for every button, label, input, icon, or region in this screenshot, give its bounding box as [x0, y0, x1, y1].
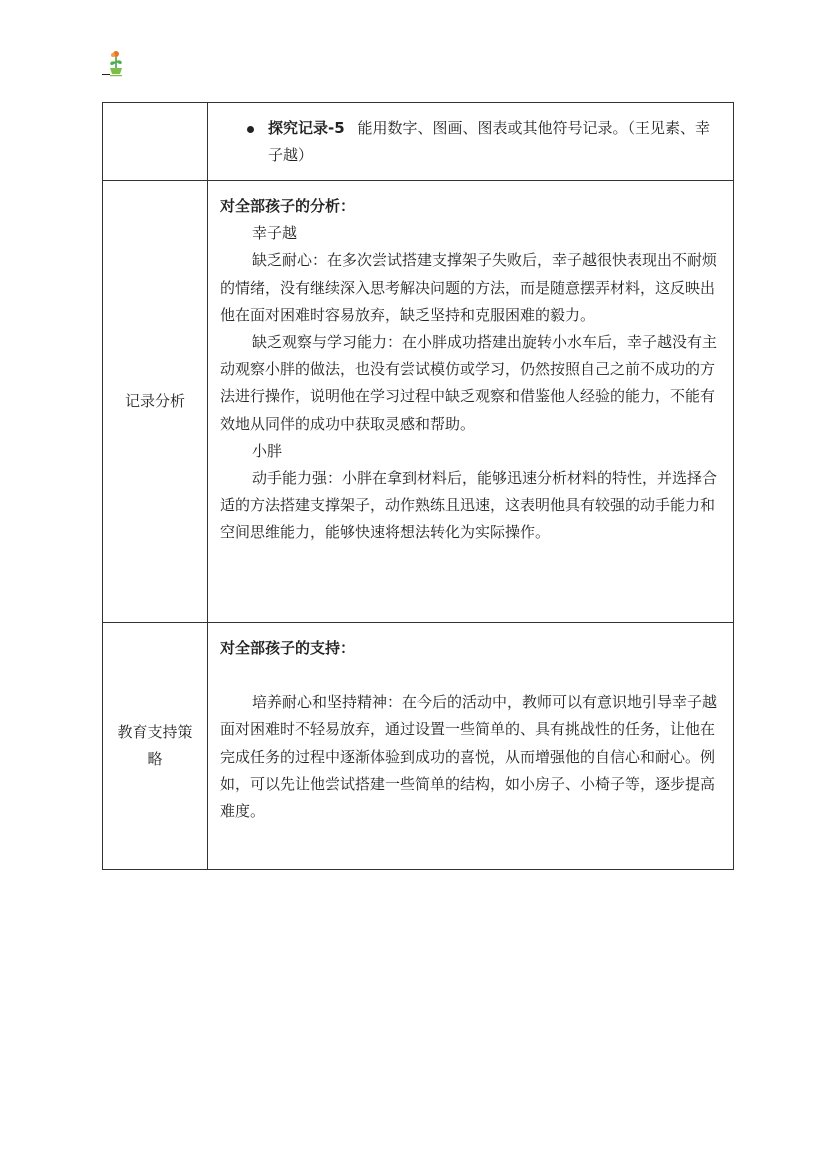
- bullet-text: 能用数字、图画、图表或其他符号记录。（王见素、幸子越）: [268, 119, 710, 165]
- record-table: [102, 102, 734, 870]
- support-paragraph-1: 培养耐心和坚持精神：在今后的活动中，教师可以有意识地引导幸子越面对困难时不轻易放弃，通过设置一些简单的、具有挑战性的任务，让他在完成任务的过程中逐渐体验到成功的喜悦，从而增强他的自信心和耐心。例如，可以先让他尝试搭建一些简单的结构，如小房子、小椅子等，逐步提高难度。: [220, 693, 718, 821]
- record-cell: [208, 103, 734, 181]
- analysis-paragraph-3: 动手能力强：小胖在拿到材料后，能够迅速分析材料的特性，并选择合适的方法搭建支撑架子，动作熟练且迅速，这表明他具有较强的动手能力和空间思维能力，能够快速将想法转化为实际操作。: [220, 469, 718, 542]
- analysis-heading: 对全部孩子的分析：: [220, 197, 356, 215]
- header-rule: [102, 74, 110, 75]
- analysis-cell: [208, 181, 734, 623]
- row-label-empty: [103, 103, 208, 181]
- table-row-analysis: [103, 181, 734, 623]
- row-label-support: 教育支持策略: [103, 623, 208, 870]
- bullet-item: [220, 115, 721, 169]
- bullet-title: 探究记录-5: [268, 119, 345, 137]
- table-row-record: [103, 103, 734, 181]
- analysis-subject-2: 小胖: [252, 441, 283, 460]
- row-label-analysis: 记录分析: [103, 181, 208, 623]
- support-cell: [208, 623, 734, 870]
- analysis-subject-1: 幸子越: [252, 224, 298, 243]
- table-row-support: [103, 623, 734, 870]
- bullet-icon: [247, 126, 254, 133]
- analysis-paragraph-1: 缺乏耐心：在多次尝试搭建支撑架子失败后，幸子越很快表现出不耐烦的情绪，没有继续深入思考解决问题的方法，而是随意摆弄材料，这反映出他在面对困难时容易放弃，缺乏坚持和克服困难的毅力。: [220, 251, 718, 324]
- analysis-paragraph-2: 缺乏观察与学习能力：在小胖成功搭建出旋转小水车后，幸子越没有主动观察小胖的做法，也没有尝试模仿或学习，仍然按照自己之前不成功的方法进行操作，说明他在学习过程中缺乏观察和借鉴他人经验的能力，不能有效地从同伴的成功中获取灵感和帮助。: [220, 333, 718, 433]
- support-heading: 对全部孩子的支持：: [220, 639, 356, 657]
